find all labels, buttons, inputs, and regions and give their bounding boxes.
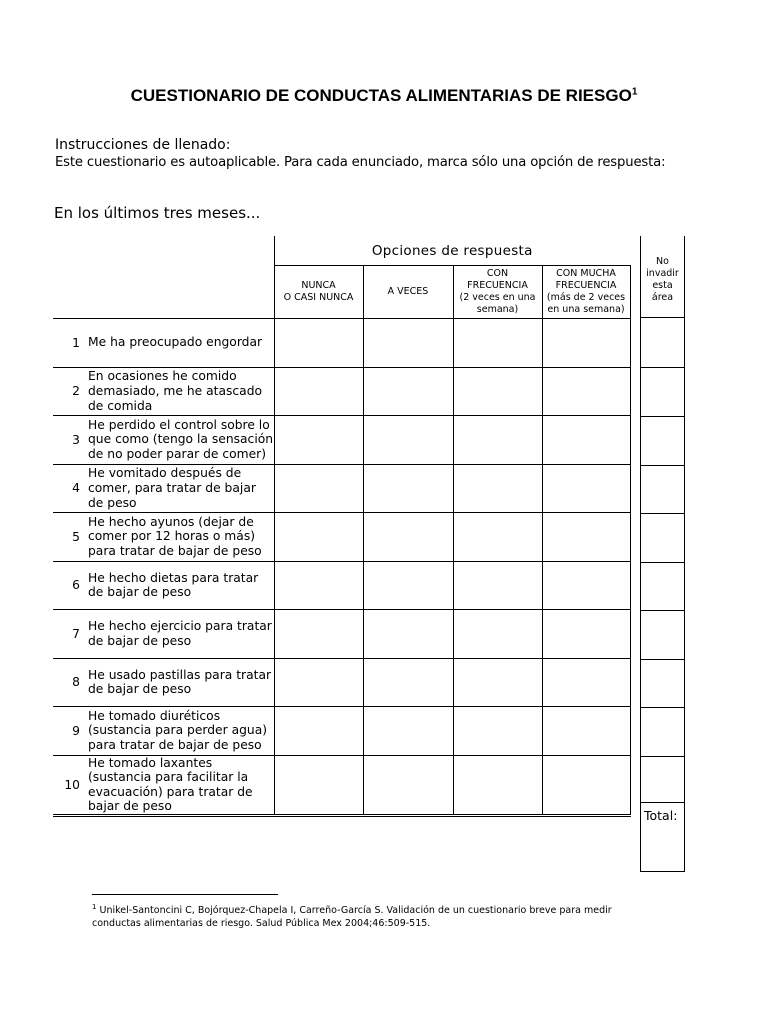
- question-number: 8: [53, 658, 86, 707]
- answer-cell[interactable]: [542, 464, 630, 513]
- answer-cell[interactable]: [542, 658, 630, 707]
- question-row: [53, 658, 630, 707]
- question-text: He tomado diuréticos (sustancia para perder agua) para tratar de bajar de peso: [86, 707, 274, 756]
- question-row: [53, 367, 630, 416]
- reserved-cell: [641, 367, 684, 417]
- reserved-cell: [641, 416, 684, 466]
- answer-cell[interactable]: [453, 755, 542, 815]
- question-number: 1: [53, 319, 86, 368]
- question-text: En ocasiones he comido demasiado, me he atascado de comida: [86, 367, 274, 416]
- answer-cell[interactable]: [274, 416, 363, 465]
- question-number: 2: [53, 367, 86, 416]
- answer-cell[interactable]: [542, 416, 630, 465]
- option-con-frecuencia: CON FRECUENCIA (2 veces en una semana): [453, 266, 542, 319]
- answer-cell[interactable]: [363, 610, 453, 659]
- question-number: 10: [53, 755, 86, 815]
- title-text: CUESTIONARIO DE CONDUCTAS ALIMENTARIAS DE RIESGO: [130, 86, 632, 105]
- answer-cell[interactable]: [363, 464, 453, 513]
- reserved-cell: [641, 465, 684, 514]
- question-number: 9: [53, 707, 86, 756]
- answer-cell[interactable]: [542, 755, 630, 815]
- question-row: [53, 319, 630, 368]
- answer-cell[interactable]: [542, 610, 630, 659]
- question-number: 6: [53, 561, 86, 610]
- question-row: [53, 416, 630, 465]
- option-a-veces: A VECES: [363, 266, 453, 319]
- instructions-text: Este cuestionario es autoaplicable. Para cada enunciado, marca sólo una opción de respuesta:: [55, 155, 666, 170]
- answer-cell[interactable]: [274, 658, 363, 707]
- options-title: Opciones de respuesta: [274, 236, 630, 266]
- question-row: [53, 464, 630, 513]
- answer-cell[interactable]: [274, 707, 363, 756]
- answer-cell[interactable]: [542, 367, 630, 416]
- answer-cell[interactable]: [363, 416, 453, 465]
- answer-cell[interactable]: [453, 367, 542, 416]
- question-row: [53, 610, 630, 659]
- answer-cell[interactable]: [363, 319, 453, 368]
- answer-cell[interactable]: [363, 367, 453, 416]
- reserved-cell: [641, 756, 684, 803]
- answer-cell[interactable]: [274, 464, 363, 513]
- answer-cell[interactable]: [274, 319, 363, 368]
- question-row: [53, 707, 630, 756]
- question-rows: [53, 319, 630, 816]
- reserved-area-label: No invadir esta área: [641, 236, 684, 318]
- answer-cell[interactable]: [274, 610, 363, 659]
- instructions-heading: Instrucciones de llenado:: [55, 137, 231, 153]
- title-footnote-ref: 1: [631, 86, 638, 98]
- answer-cell[interactable]: [363, 561, 453, 610]
- footnote-ref: 1: [92, 903, 97, 911]
- reserved-cell: [641, 659, 684, 708]
- answer-cell[interactable]: [542, 707, 630, 756]
- answer-cell[interactable]: [453, 464, 542, 513]
- questionnaire-table: [53, 236, 631, 817]
- question-row: [53, 561, 630, 610]
- question-text: Me ha preocupado engordar: [86, 319, 274, 368]
- answer-cell[interactable]: [274, 513, 363, 562]
- question-text: He hecho ayunos (dejar de comer por 12 horas o más) para tratar de bajar de peso: [86, 513, 274, 562]
- option-nunca: NUNCA O CASI NUNCA: [274, 266, 363, 319]
- table-corner: [53, 236, 274, 319]
- reserved-cell: [641, 562, 684, 611]
- answer-cell[interactable]: [453, 416, 542, 465]
- reserved-cell: [641, 707, 684, 757]
- answer-cell[interactable]: [363, 755, 453, 815]
- reserved-area: [640, 236, 685, 872]
- footnote-rule: [92, 894, 278, 895]
- answer-cell[interactable]: [453, 658, 542, 707]
- answer-cell[interactable]: [453, 610, 542, 659]
- answer-cell[interactable]: [363, 513, 453, 562]
- answer-cell[interactable]: [363, 658, 453, 707]
- reserved-cell: [641, 610, 684, 660]
- answer-cell[interactable]: [542, 319, 630, 368]
- answer-cell[interactable]: [363, 707, 453, 756]
- question-number: 5: [53, 513, 86, 562]
- option-con-mucha-frecuencia: CON MUCHA FRECUENCIA (más de 2 veces en una semana): [542, 266, 630, 319]
- answer-cell[interactable]: [453, 319, 542, 368]
- answer-cell[interactable]: [453, 707, 542, 756]
- question-text: He hecho dietas para tratar de bajar de peso: [86, 561, 274, 610]
- question-text: He hecho ejercicio para tratar de bajar de peso: [86, 610, 274, 659]
- question-number: 7: [53, 610, 86, 659]
- question-text: He vomitado después de comer, para tratar de bajar de peso: [86, 464, 274, 513]
- answer-cell[interactable]: [274, 561, 363, 610]
- footnote: [92, 901, 652, 930]
- question-number: 4: [53, 464, 86, 513]
- answer-cell[interactable]: [542, 561, 630, 610]
- question-text: He usado pastillas para tratar de bajar de peso: [86, 658, 274, 707]
- question-row: [53, 755, 630, 815]
- answer-cell[interactable]: [453, 513, 542, 562]
- answer-cell[interactable]: [453, 561, 542, 610]
- question-number: 3: [53, 416, 86, 465]
- page-title: [0, 86, 768, 106]
- footnote-text: Unikel-Santoncini C, Bojórquez-Chapela I, Carreño-García S. Validación de un cuestionario breve para medir conductas alimentarias de riesgo. Salud Pública Mex 2004;46:509-515.: [92, 905, 612, 929]
- reserved-cell: [641, 318, 684, 368]
- answer-cell[interactable]: [274, 367, 363, 416]
- question-row: [53, 513, 630, 562]
- period-heading: En los últimos tres meses...: [54, 204, 261, 222]
- answer-cell[interactable]: [542, 513, 630, 562]
- total-label: Total:: [644, 808, 678, 823]
- question-text: He perdido el control sobre lo que como (tengo la sensación de no poder parar de comer): [86, 416, 274, 465]
- question-text: He tomado laxantes (sustancia para facilitar la evacuación) para tratar de bajar de peso: [86, 755, 274, 815]
- answer-cell[interactable]: [274, 755, 363, 815]
- reserved-cell: [641, 513, 684, 563]
